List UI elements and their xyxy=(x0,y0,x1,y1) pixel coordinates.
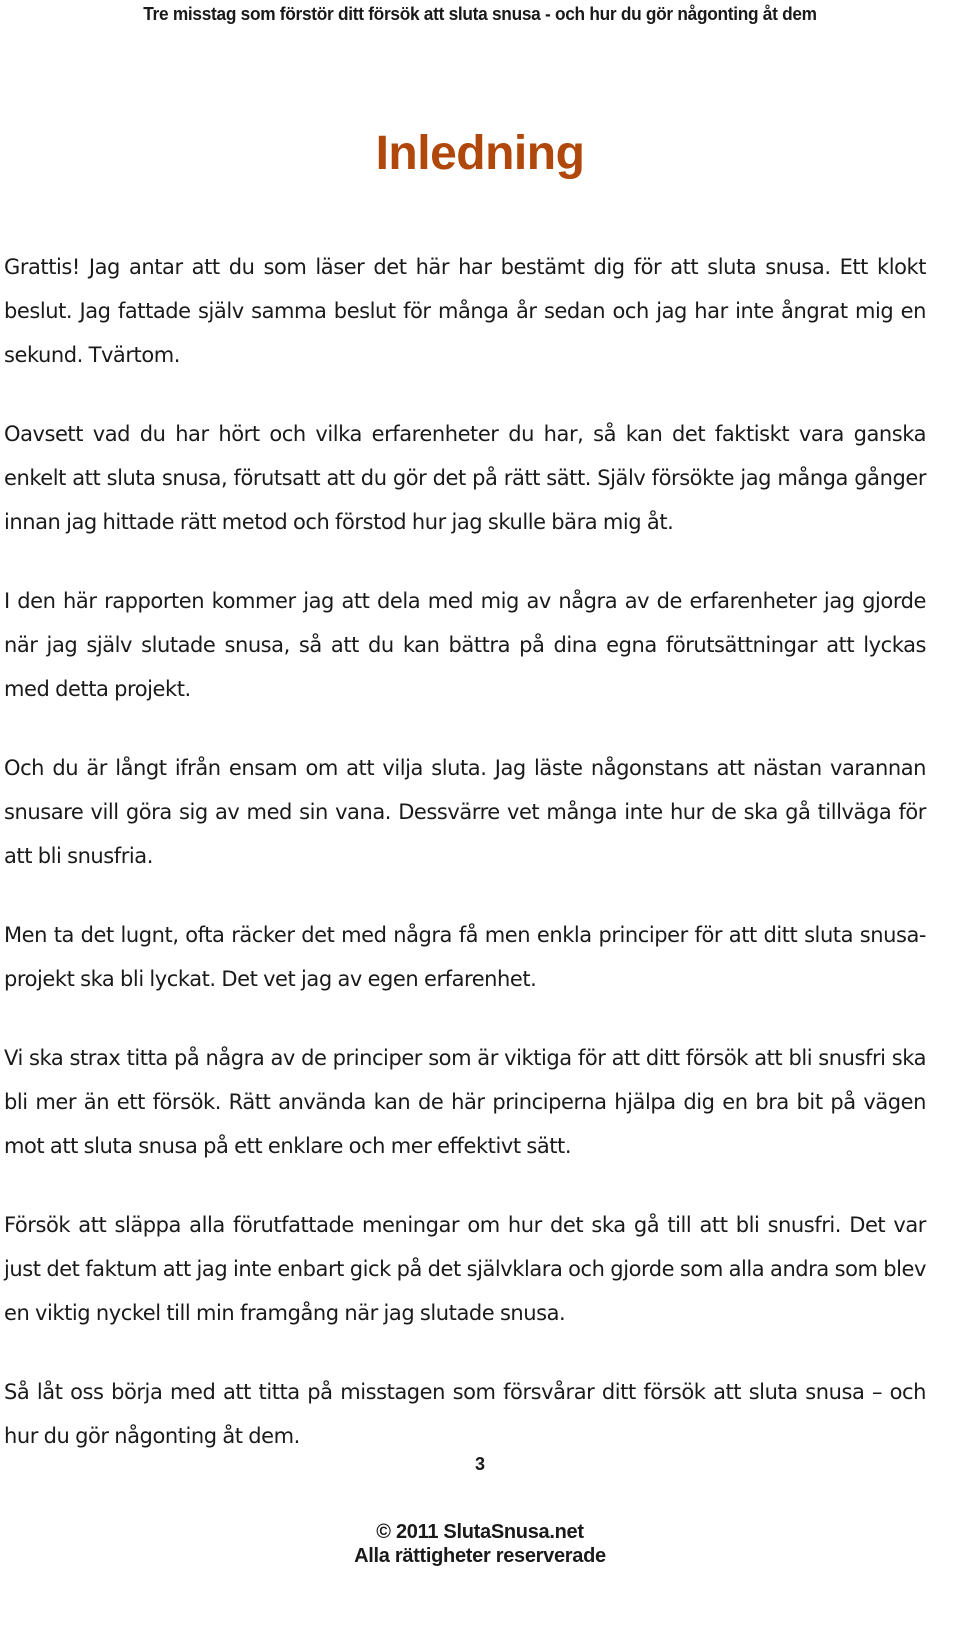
paragraph: Så låt oss börja med att titta på misstagen som försvårar ditt försök att sluta snusa – och hur du gör någonting åt dem. xyxy=(4,1380,926,1448)
paragraph: Vi ska strax titta på några av de principer som är viktiga för att ditt försök att bli snusfri ska bli mer än ett försök. Rätt använda kan de här principerna hjälpa dig en bra bit på vägen mot att sluta snusa på ett enklare och mer effektivt sätt. xyxy=(4,1046,926,1158)
paragraph: Försök att släppa alla förutfattade meningar om hur det ska gå till att bli snusfri. Det var just det faktum att jag inte enbart gick på det självklara och gjorde som alla andra som blev en viktig nyckel till min framgång när jag slutade snusa. xyxy=(4,1213,926,1325)
paragraph: Grattis! Jag antar att du som läser det här har bestämt dig för att sluta snusa. Ett klokt beslut. Jag fattade själv samma beslut för många år sedan och jag har inte ångrat mig en sekund. Tvärtom. xyxy=(4,255,926,367)
paragraph: Men ta det lugnt, ofta räcker det med några få men enkla principer för att ditt sluta snusa-projekt ska bli lyckat. Det vet jag av egen erfarenhet. xyxy=(4,923,926,991)
footer-rights: Alla rättigheter reserverade xyxy=(354,1545,606,1567)
chapter-title: Inledning xyxy=(375,127,585,180)
footer-copyright: © 2011 SlutaSnusa.net xyxy=(376,1521,584,1543)
footer xyxy=(0,1520,960,1568)
paragraph: I den här rapporten kommer jag att dela med mig av några av de erfarenheter jag gjorde när jag själv slutade snusa, så att du kan bättra på dina egna förutsättningar att lyckas med detta projekt. xyxy=(4,589,926,701)
page-number: 3 xyxy=(474,1454,485,1474)
body-text xyxy=(4,245,926,1493)
paragraph: Och du är långt ifrån ensam om att vilja sluta. Jag läste någonstans att nästan varannan snusare vill göra sig av med sin vana. Dessvärre vet många inte hur de ska gå tillväga för att bli snusfria. xyxy=(4,756,926,868)
paragraph: Oavsett vad du har hört och vilka erfarenheter du har, så kan det faktiskt vara ganska enkelt att sluta snusa, förutsatt att du gör det på rätt sätt. Själv försökte jag många gånger innan jag hittade rätt metod och förstod hur jag skulle bära mig åt. xyxy=(4,422,926,534)
running-header: Tre misstag som förstör ditt försök att sluta snusa - och hur du gör någonting åt dem xyxy=(143,4,817,24)
